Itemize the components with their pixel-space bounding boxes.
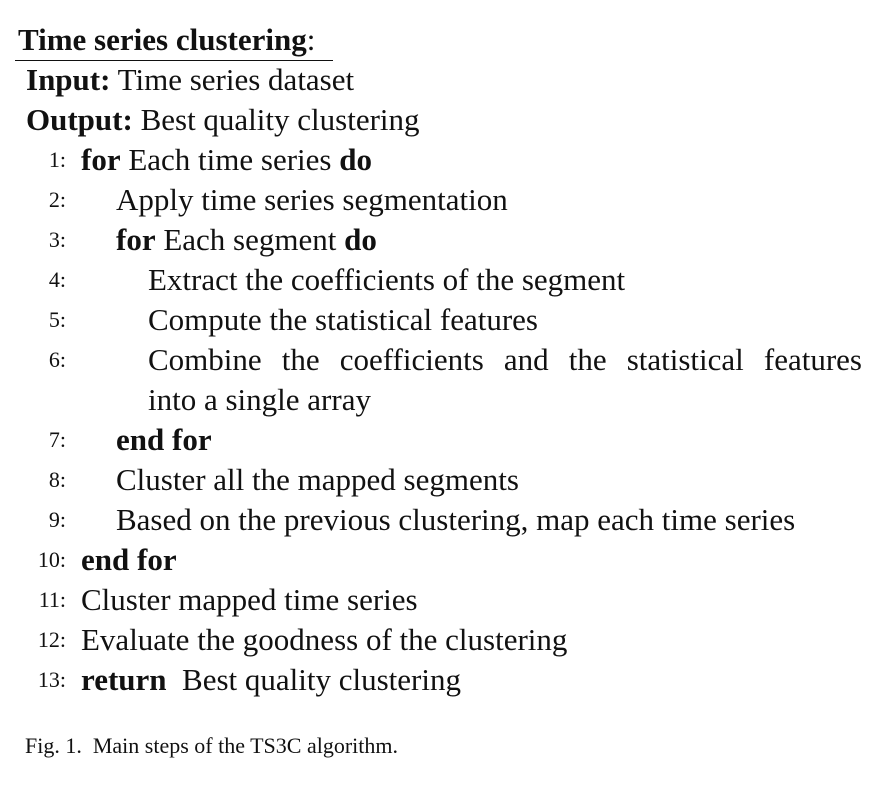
keyword-do: do bbox=[344, 222, 377, 257]
title-underline bbox=[15, 60, 333, 61]
step-text: Based on the previous clustering, map each time series bbox=[116, 502, 796, 537]
output-line bbox=[26, 102, 420, 138]
step-number: 11: bbox=[38, 587, 66, 612]
step-text: Compute the statistical features bbox=[148, 302, 538, 337]
keyword-return: return bbox=[81, 662, 167, 697]
figure-caption: Fig. 1. Main steps of the TS3C algorithm. bbox=[25, 733, 398, 758]
algorithm-title bbox=[18, 22, 315, 58]
step-text bbox=[116, 220, 377, 260]
step-text-body: Each segment bbox=[155, 222, 345, 257]
step-number: 9: bbox=[48, 507, 66, 532]
output-label: Output: bbox=[26, 102, 133, 137]
input-line bbox=[26, 62, 354, 98]
step-text bbox=[81, 660, 461, 700]
step-number: 7: bbox=[48, 427, 66, 452]
keyword-do: do bbox=[339, 142, 372, 177]
step-number: 12: bbox=[37, 627, 66, 652]
step-text: Extract the coefficients of the segment bbox=[148, 262, 626, 297]
step-number: 13: bbox=[37, 667, 66, 692]
keyword-end-for: end for bbox=[116, 422, 212, 457]
keyword-end-for: end for bbox=[81, 542, 177, 577]
step-number: 8: bbox=[48, 467, 66, 492]
step-text: Cluster mapped time series bbox=[81, 582, 418, 617]
step-number: 6: bbox=[48, 347, 66, 372]
step-text: Apply time series segmentation bbox=[116, 182, 508, 217]
input-text: Time series dataset bbox=[117, 62, 355, 97]
step-text bbox=[81, 140, 372, 180]
algorithm-name: Time series clustering bbox=[18, 22, 307, 57]
output-text: Best quality clustering bbox=[140, 102, 420, 137]
input-label: Input: bbox=[26, 62, 111, 97]
step-text: Evaluate the goodness of the clustering bbox=[81, 622, 568, 657]
step-number: 5: bbox=[48, 307, 66, 332]
step-number: 4: bbox=[48, 267, 66, 292]
step-number: 3: bbox=[48, 227, 66, 252]
step-text-body: Best quality clustering bbox=[166, 662, 461, 697]
step-text: Cluster all the mapped segments bbox=[116, 462, 519, 497]
step-text-continued: into a single array bbox=[148, 382, 371, 417]
step-text-body: Each time series bbox=[120, 142, 340, 177]
step-number: 2: bbox=[48, 187, 66, 212]
step-number: 1: bbox=[48, 147, 66, 172]
step-number: 10: bbox=[37, 547, 66, 572]
step-text: Combine the coefficients and the statistical features bbox=[148, 342, 862, 377]
algorithm-title-colon: : bbox=[306, 22, 316, 57]
keyword-for: for bbox=[116, 222, 156, 257]
keyword-for: for bbox=[81, 142, 121, 177]
